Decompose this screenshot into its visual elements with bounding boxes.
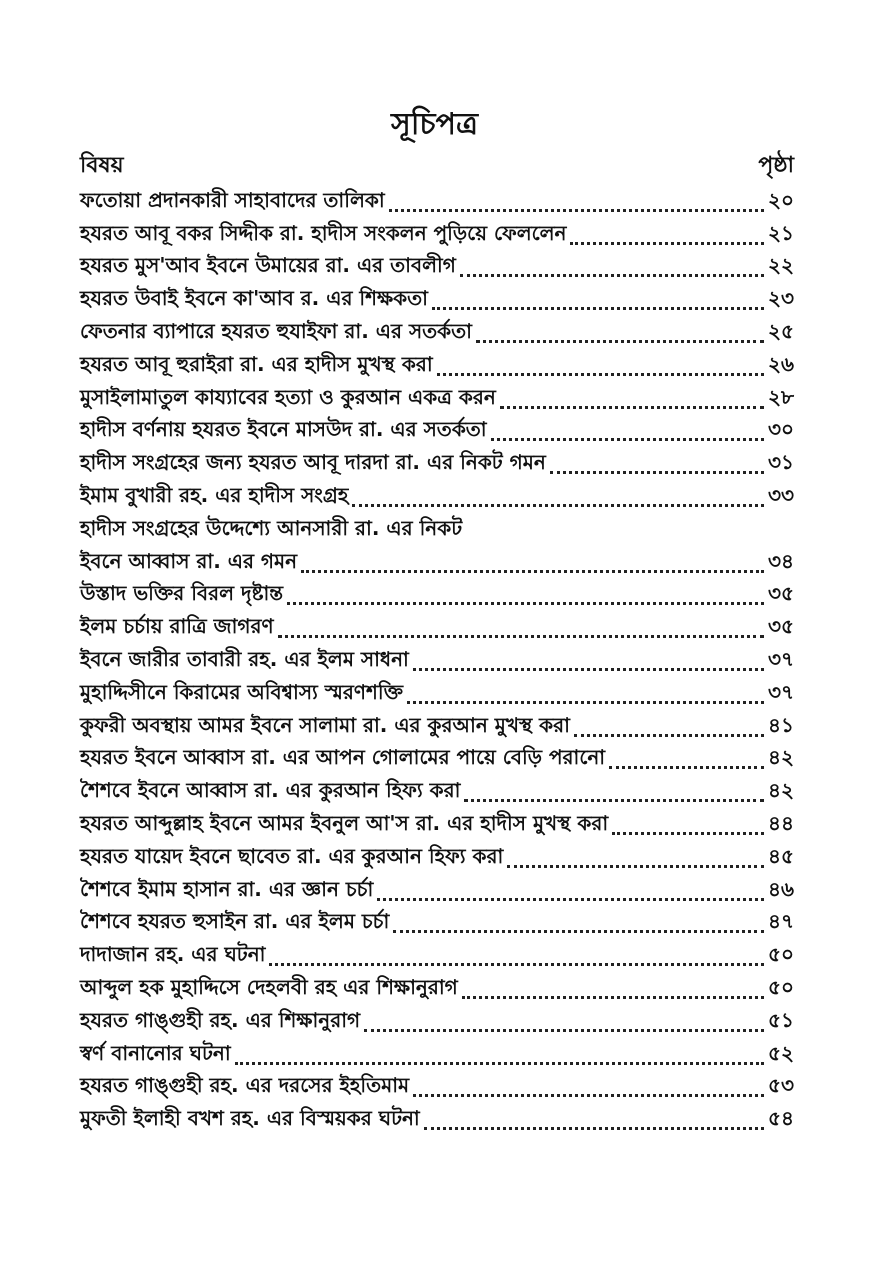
page-column-header: পৃষ্ঠা [758, 153, 794, 178]
toc-entry [80, 1104, 794, 1137]
toc-entry-page: ৩৪ [768, 548, 794, 573]
toc-entry-title: ইবনে জারীর তাবারী রহ. এর ইলম সাধনা [80, 646, 409, 671]
toc-entry [80, 547, 794, 580]
toc-entry-title: আব্দুল হক মুহাদ্দিসে দেহলবী রহ এর শিক্ষানুরাগ [80, 974, 458, 999]
toc-entry [80, 711, 794, 744]
toc-entry-page: ৫২ [768, 1040, 794, 1065]
toc-entry-page: ৪৬ [768, 876, 794, 901]
toc-entry [80, 383, 794, 416]
toc-entry-title: মুহাদ্দিসীনে কিরামের অবিশ্বাস্য স্মরণশক্তি [80, 679, 403, 704]
dot-leader [500, 406, 764, 409]
toc-entry [80, 776, 794, 809]
toc-entry [80, 908, 794, 941]
dot-leader [574, 734, 764, 737]
toc-entry [80, 645, 794, 678]
dot-leader [269, 963, 764, 966]
toc-entry-page: ২১ [768, 220, 794, 245]
toc-entry-page: ৫০ [768, 974, 794, 999]
toc-entry-page: ৩৫ [768, 581, 794, 606]
toc-entry-title: শৈশবে ইমাম হাসান রা. এর জ্ঞান চর্চা [80, 876, 374, 901]
toc-entry [80, 481, 794, 514]
dot-leader [432, 307, 764, 310]
toc-entry-title: উস্তাদ ভক্তির বিরল দৃষ্টান্ত [80, 581, 284, 606]
toc-entry [80, 219, 794, 252]
toc-entry-title: হযরত আব্দুল্লাহ ইবনে আমর ইবনুল আ'স রা. এর হাদীস মুখস্থ করা [80, 810, 609, 835]
dot-leader [278, 635, 764, 638]
dot-leader [377, 898, 764, 901]
subject-column-header: বিষয় [80, 153, 124, 178]
dot-leader [612, 832, 764, 835]
dot-leader [570, 242, 764, 245]
dot-leader [476, 340, 764, 343]
toc-entry-title: ইলম চর্চায় রাত্রি জাগরণ [80, 614, 274, 639]
toc-entry-title: কুফরী অবস্থায় আমর ইবনে সালামা রা. এর কুরআন মুখস্থ করা [80, 712, 570, 737]
toc-entry-page: ৪১ [768, 712, 794, 737]
toc-entry-page: ৩৭ [767, 679, 794, 704]
toc-entry [80, 612, 794, 645]
toc-entry-title: ইবনে আব্বাস রা. এর গমন [80, 548, 298, 573]
toc-entry-title: হযরত উবাই ইবনে কা'আব র. এর শিক্ষকতা [80, 286, 428, 311]
dot-leader [389, 209, 764, 212]
toc-entry [80, 809, 794, 842]
toc-entry-page: ৩৩ [767, 482, 794, 507]
toc-entry [80, 350, 794, 383]
toc-entry-title: হযরত গাঙ্গুহী রহ. এর শিক্ষানুরাগ [80, 1007, 361, 1032]
dot-leader [352, 504, 764, 507]
toc-entry-page: ২৬ [767, 351, 794, 376]
toc-entry [80, 940, 794, 973]
dot-leader [460, 274, 764, 277]
toc-entry-title: ফতোয়া প্রদানকারী সাহাবাদের তালিকা [80, 187, 385, 212]
toc-entry-title: হযরত ইবনে আব্বাস রা. এর আপন গোলামের পায়ে বেড়ি পরানো [80, 745, 606, 770]
toc-entry-title: হযরত মুস'আব ইবনে উমায়ের রা. এর তাবলীগ [80, 253, 456, 278]
toc-entry [80, 317, 794, 350]
toc-entry-page: ৩৫ [768, 614, 794, 639]
toc-entry-page: ৩০ [767, 417, 794, 442]
toc-entry-page: ৪২ [768, 778, 794, 803]
toc-entry-page: ২৮ [768, 384, 794, 409]
toc-entry [80, 416, 794, 449]
dot-leader [550, 471, 764, 474]
toc-entry [80, 580, 794, 613]
dot-leader [507, 865, 764, 868]
toc-entry-title: ইমাম বুখারী রহ. এর হাদীস সংগ্রহ [80, 482, 349, 507]
toc-entry-page: ৪৪ [768, 810, 794, 835]
toc-entry [80, 1039, 794, 1072]
toc-list [80, 186, 794, 1137]
toc-entry [80, 1072, 794, 1105]
dot-leader [491, 438, 764, 441]
toc-entry-page: ৫৩ [768, 1073, 794, 1098]
toc-entry-title: স্বর্ণ বানানোর ঘটনা [80, 1040, 231, 1065]
toc-entry-title: হযরত গাঙ্গুহী রহ. এর দরসের ইহতিমাম [80, 1073, 410, 1098]
toc-entry [80, 186, 794, 219]
toc-entry-page: ৫৪ [768, 1106, 794, 1131]
dot-leader [424, 1127, 764, 1130]
toc-entry-page: ৪৫ [768, 843, 794, 868]
toc-entry-page: ২০ [767, 187, 794, 212]
toc-entry-title: শৈশবে ইবনে আব্বাস রা. এর কুরআন হিফ্য করা [80, 778, 461, 803]
toc-entry [80, 448, 794, 481]
dot-leader [287, 602, 764, 605]
toc-entry-page: ৪২ [768, 745, 794, 770]
dot-leader [393, 930, 764, 933]
toc-entry [80, 1006, 794, 1039]
toc-entry-page: ৩১ [768, 450, 794, 475]
toc-entry-title: হযরত যায়েদ ইবনে ছাবেত রা. এর কুরআন হিফ্য করা [80, 843, 504, 868]
dot-leader [301, 570, 764, 573]
toc-entry-title: হাদীস বর্ণনায় হযরত ইবনে মাসউদ রা. এর সতর্কতা [80, 417, 487, 442]
toc-entry [80, 678, 794, 711]
dot-leader [413, 668, 764, 671]
toc-entry-title: হযরত আবূ হুরাইরা রা. এর হাদীস মুখস্থ করা [80, 351, 433, 376]
toc-entry-title: হাদীস সংগ্রহের জন্য হযরত আবূ দারদা রা. এর নিকট গমন [80, 450, 546, 475]
toc-entry [80, 973, 794, 1006]
dot-leader [464, 799, 764, 802]
toc-entry-title: হযরত আবূ বকর সিদ্দীক রা. হাদীস সংকলন পুড়িয়ে ফেললেন [80, 220, 567, 245]
toc-entry [80, 744, 794, 777]
toc-entry-title: শৈশবে হযরত হুসাইন রা. এর ইলম চর্চা [80, 909, 390, 934]
toc-entry-title: ফেতনার ব্যাপারে হযরত হুযাইফা রা. এর সতর্কতা [80, 318, 472, 343]
toc-entry-page: ২২ [767, 253, 794, 278]
toc-entry-page: ২৫ [768, 318, 794, 343]
dot-leader [413, 1094, 764, 1097]
dot-leader [609, 766, 764, 769]
toc-entry-title: মুসাইলামাতুল কায্যাবের হত্যা ও কুরআন একত্র করন [80, 384, 496, 409]
toc-entry-page: ৫০ [768, 942, 794, 967]
toc-entry [80, 514, 794, 547]
toc-entry-title: দাদাজান রহ. এর ঘটনা [80, 942, 266, 967]
toc-entry-page: ৩৭ [767, 646, 794, 671]
dot-leader [437, 373, 764, 376]
toc-entry-page: ৪৭ [768, 909, 794, 934]
dot-leader [364, 1029, 764, 1032]
dot-leader [235, 1062, 764, 1065]
toc-entry-page: ৫১ [768, 1007, 794, 1032]
toc-entry [80, 875, 794, 908]
toc-entry-title: মুফতী ইলাহী বখশ রহ. এর বিস্ময়কর ঘটনা [80, 1106, 420, 1131]
toc-entry [80, 284, 794, 317]
toc-entry [80, 842, 794, 875]
page-title: সূচিপত্র [391, 107, 478, 142]
toc-entry-title: হাদীস সংগ্রহের উদ্দেশ্যে আনসারী রা. এর নিকট [80, 515, 463, 540]
toc-entry [80, 252, 794, 285]
dot-leader [462, 996, 764, 999]
toc-entry-page: ২৩ [767, 286, 794, 311]
dot-leader [407, 701, 764, 704]
column-headers [80, 148, 794, 182]
